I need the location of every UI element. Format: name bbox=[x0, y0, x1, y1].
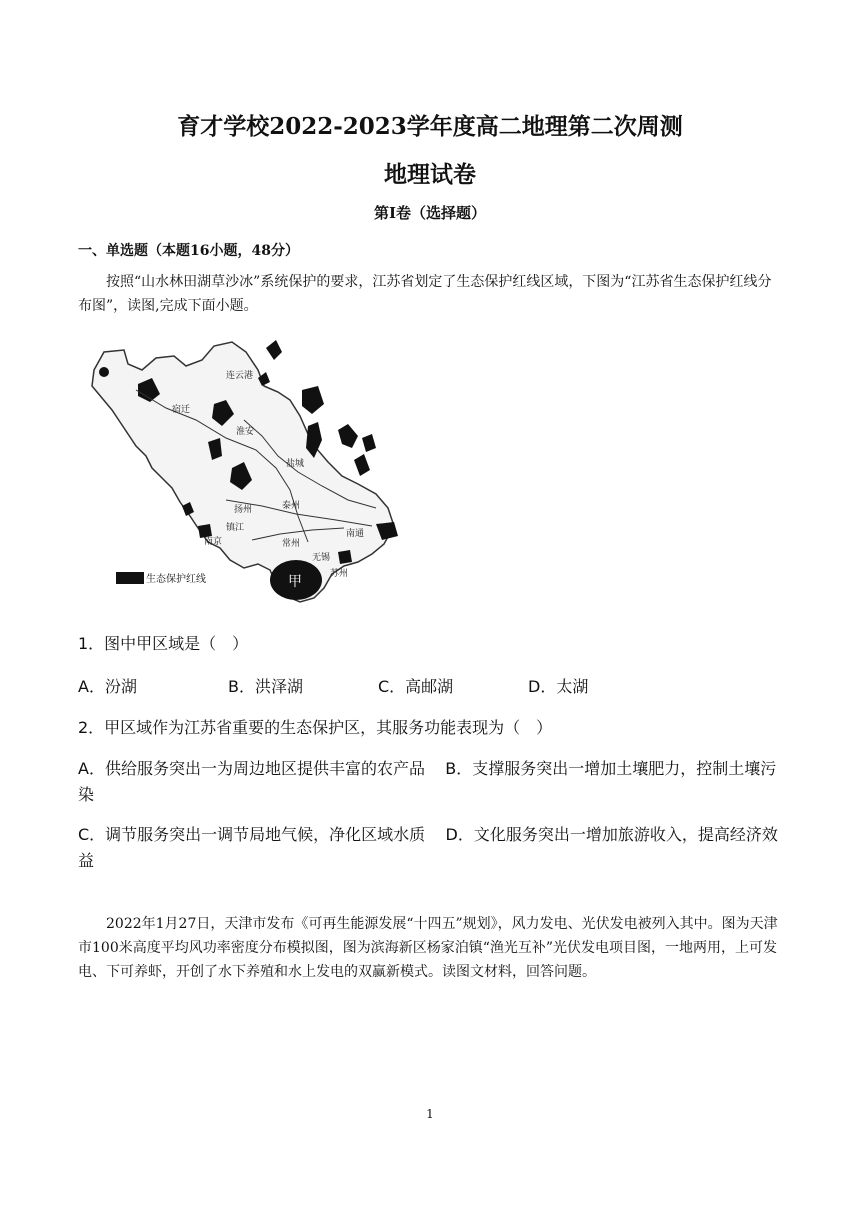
legend-label: 生态保护红线 bbox=[146, 574, 206, 585]
passage-2: 2022年1月27日，天津市发布《可再生能源发展“十四五”规划》，风力发电、光伏发电被列入其中。图为天津市100米高度平均风功率密度分布模拟图，图为滨海新区杨家泊镇“渔光互补”光伏发电项目图，一地两用，上可发电、下可养虾，开创了水下养殖和水上发电的双赢新模式。读图文材料，回答问题。 bbox=[78, 916, 778, 980]
legend-swatch bbox=[116, 572, 144, 584]
question-2-options-row-2 bbox=[78, 822, 782, 874]
city-label: 常州 bbox=[282, 539, 301, 549]
city-label: 盐城 bbox=[286, 459, 305, 469]
question-1-option-d[interactable]: D．太湖 bbox=[528, 677, 589, 696]
section-intro: 按照“山水林田湖草沙冰”系统保护的要求，江苏省划定了生态保护红线区域，下图为“江苏省生态保护红线分布图”，读图,完成下面小题。 bbox=[78, 274, 772, 314]
city-label: 镇江 bbox=[226, 523, 245, 533]
region-jia-label: 甲 bbox=[288, 574, 302, 590]
question-2-option-c[interactable]: C．调节服务突出一调节局地气候，净化区域水质 bbox=[78, 825, 426, 844]
question-1-option-b[interactable]: B．洪泽湖 bbox=[228, 677, 303, 696]
jiangsu-map bbox=[76, 330, 422, 615]
question-2-stem: 2．甲区域作为江苏省重要的生态保护区，其服务功能表现为（ ） bbox=[78, 718, 553, 737]
page-number: 1 bbox=[426, 1107, 434, 1121]
exam-title: 育才学校2022-2023学年度高二地理第二次周测 bbox=[177, 113, 683, 140]
question-2-option-a[interactable]: A．供给服务突出一为周边地区提供丰富的农产品 bbox=[78, 759, 425, 778]
question-2-option-d[interactable]: D．文化服务突出一增加旅游收入，提高经济效益 bbox=[78, 825, 778, 870]
city-label: 泰州 bbox=[282, 501, 301, 511]
question-1-option-a[interactable]: A．汾湖 bbox=[78, 677, 137, 696]
city-label: 南京 bbox=[204, 537, 223, 547]
section-heading: 一、单选题（本题16小题，48分） bbox=[78, 243, 299, 259]
question-2-options-row-1 bbox=[78, 756, 782, 808]
city-label: 南通 bbox=[346, 529, 365, 539]
city-label: 苏州 bbox=[330, 569, 349, 579]
city-label: 连云港 bbox=[226, 371, 254, 381]
question-2-option-b[interactable]: B．支撑服务突出一增加土壤肥力，控制土壤污染 bbox=[78, 759, 777, 804]
exam-subtitle: 地理试卷 bbox=[384, 161, 476, 188]
city-label: 宿迁 bbox=[172, 405, 191, 415]
question-1-stem: 1．图中甲区域是（ ） bbox=[78, 634, 249, 653]
city-label: 无锡 bbox=[312, 553, 331, 563]
city-label: 淮安 bbox=[236, 427, 255, 437]
volume-heading: 第Ⅰ卷（选择题） bbox=[373, 204, 487, 222]
city-label: 扬州 bbox=[234, 505, 253, 515]
question-1-option-c[interactable]: C．高邮湖 bbox=[378, 677, 454, 696]
